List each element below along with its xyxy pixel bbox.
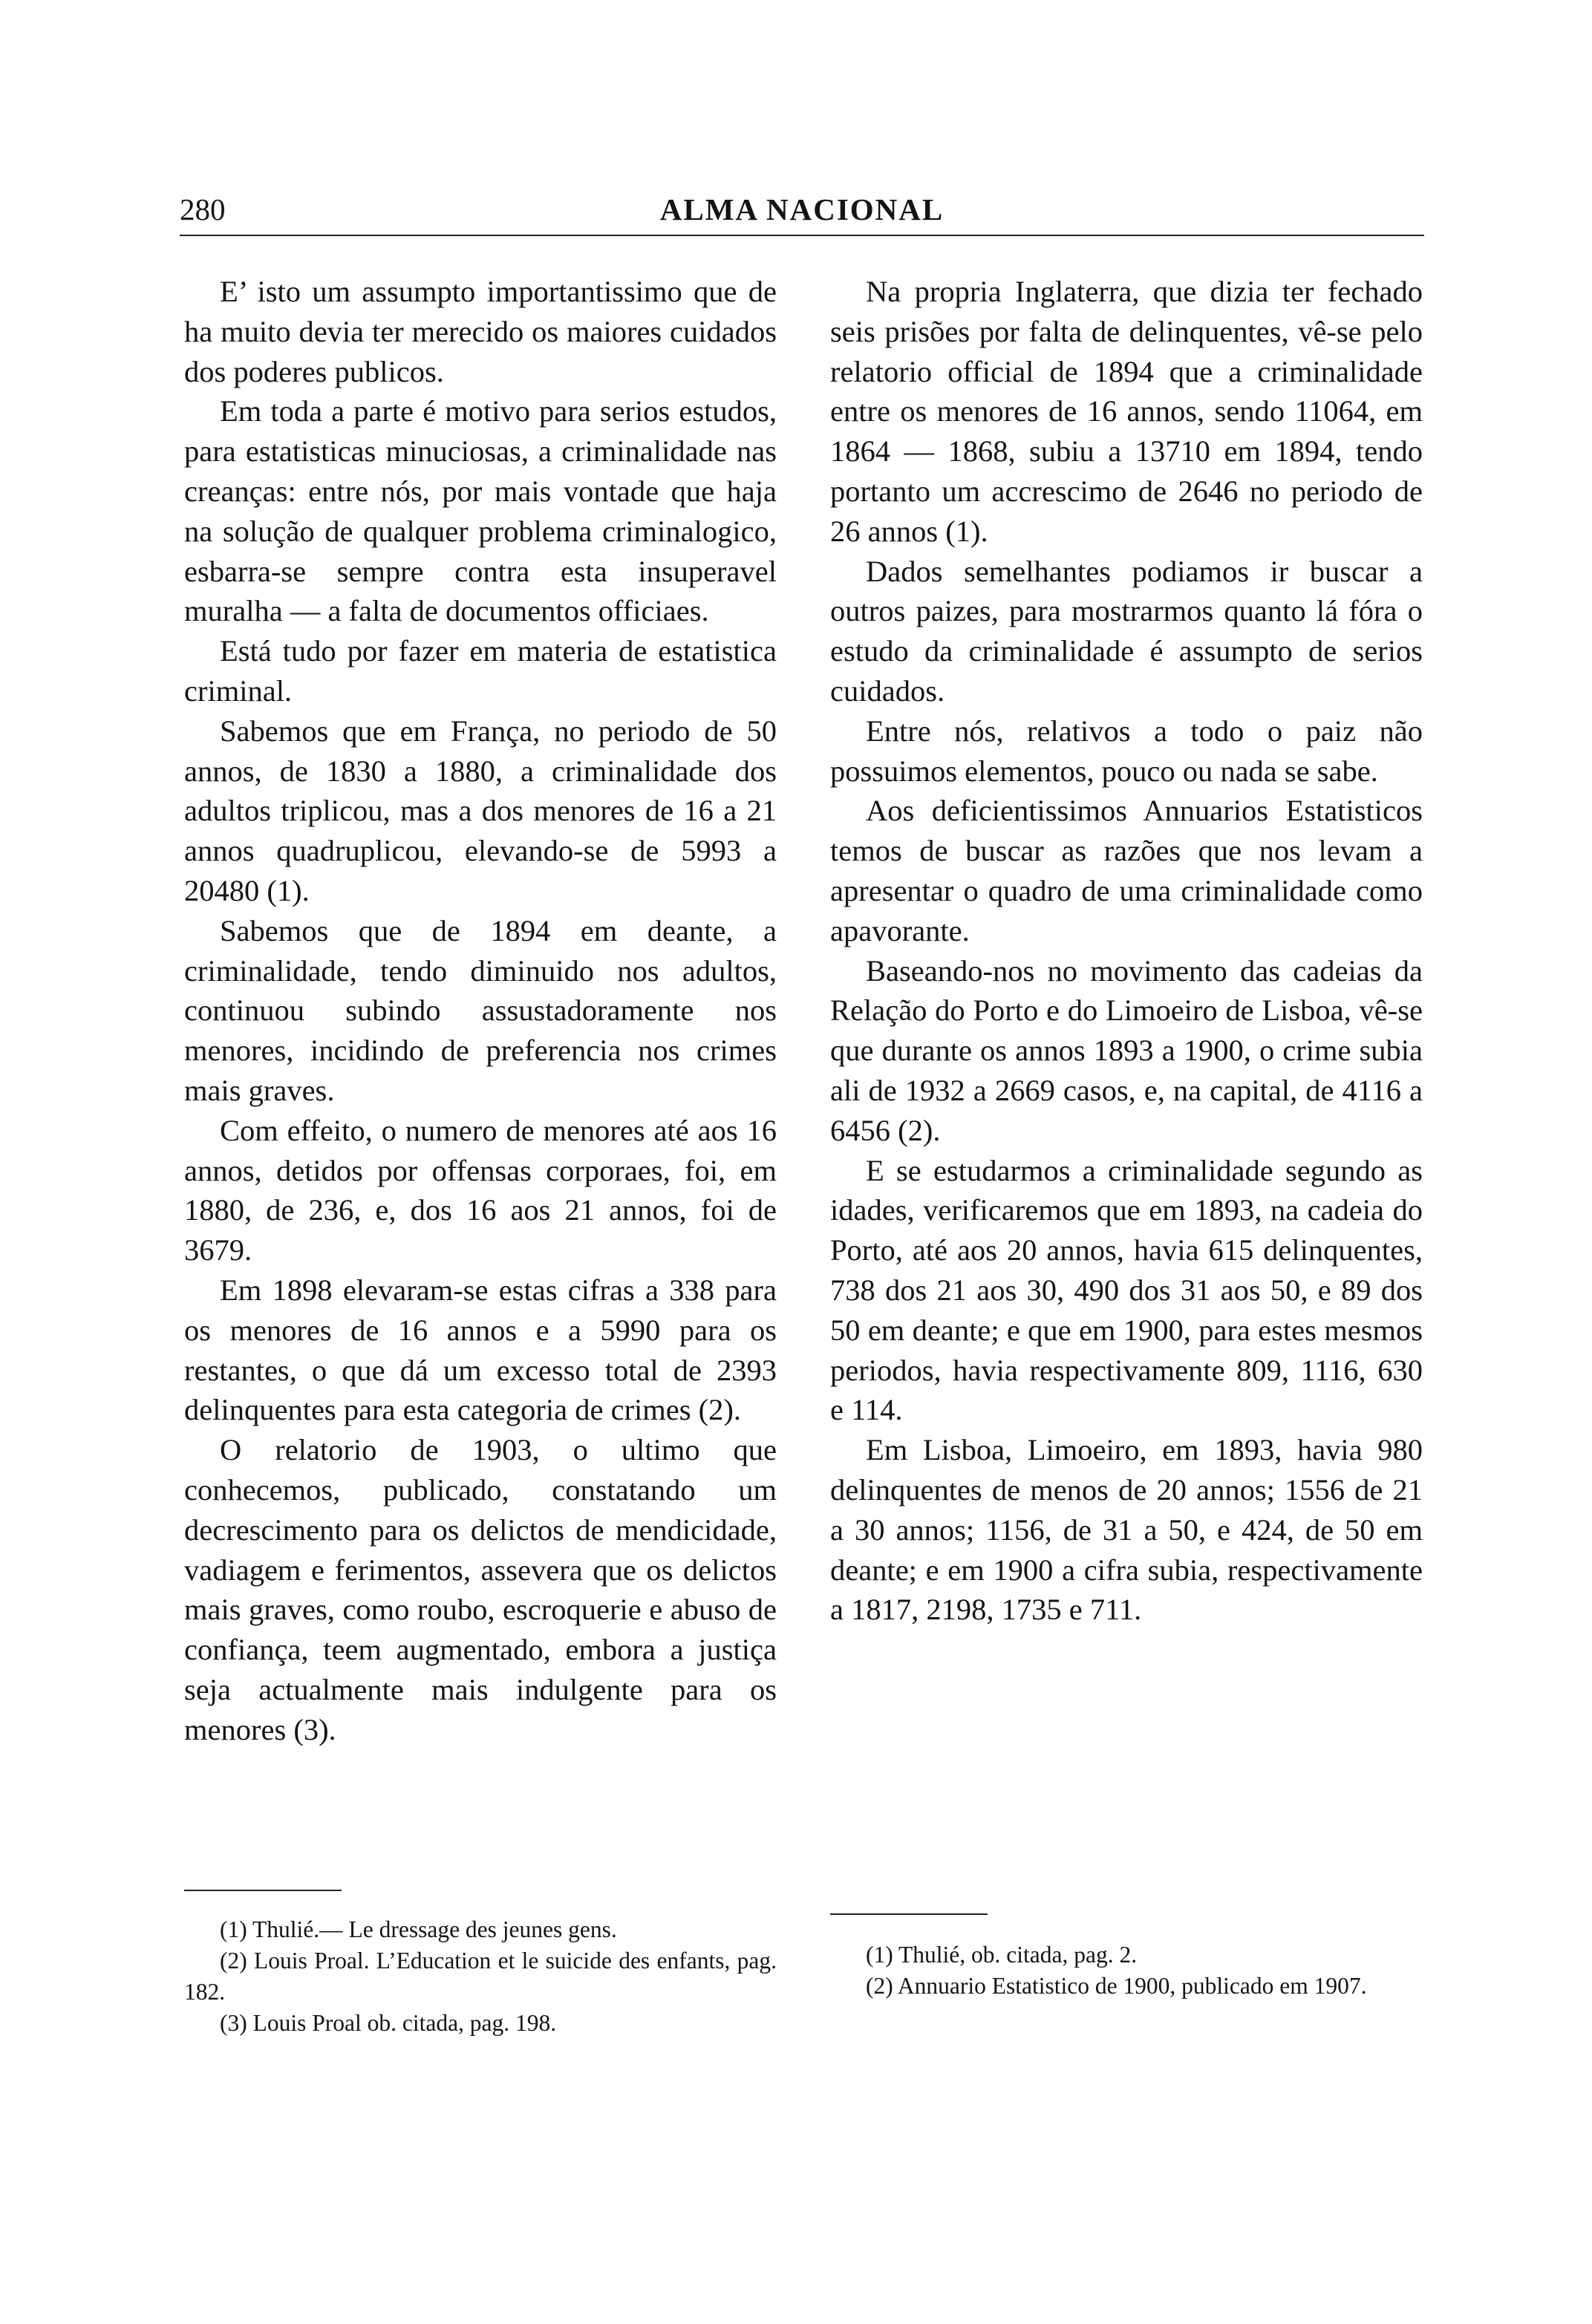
paragraph: E se estudarmos a criminalidade segundo as idades, verificaremos que em 1893, na cadeia do Porto, até aos 20 annos, havia 615 delinquentes, 738 dos 21 aos 30, 490 dos 31 aos 50, e 89 dos 50 em deante; e que em 1900, para estes mesmos periodos, havia respectivamente 809, 1116, 630 e 114.: [830, 1153, 1423, 1427]
footnote: (2) Louis Proal. L’Education et le suicide des enfants, pag. 182.: [184, 1948, 777, 2005]
paragraph: Na propria Inglaterra, que dizia ter fechado seis prisões por falta de delinquentes, vê-se pelo relatorio official de 1894 que a criminalidade entre os menores de 16 annos, sendo 11064, em 1864 — 1868, subiu a 13710 em 1894, tendo portanto um accrescimo de 2646 no periodo de 26 annos (1).: [830, 275, 1423, 548]
footnote-rule: [830, 1913, 988, 1915]
paragraph: E’ isto um assumpto importantissimo que de ha muito devia ter merecido os maiores cuidados dos poderes publicos.: [184, 275, 777, 388]
paragraph: Sabemos que de 1894 em deante, a criminalidade, tendo diminuido nos adultos, continuou subindo assustadoramente nos menores, incidindo de preferencia nos crimes mais graves.: [184, 913, 777, 1107]
left-column: [184, 272, 777, 1749]
paragraph: Em toda a parte é motivo para serios estudos, para estatisticas minuciosas, a criminalidade nas creanças: entre nós, por mais vontade que haja na solução de qualquer problema criminalogico, esbarra-se sempre contra esta insuperavel muralha — a falta de documentos officiaes.: [184, 394, 777, 628]
paragraph: Em 1898 elevaram-se estas cifras a 338 para os menores de 16 annos e a 5990 para os restantes, o que dá um excesso total de 2393 delinquentes para esta categoria de crimes (2).: [184, 1273, 777, 1427]
paragraph: Aos deficientissimos Annuarios Estatisticos temos de buscar as razões que nos levam a apresentar o quadro de uma criminalidade como apavorante.: [830, 794, 1423, 947]
paragraph: Sabemos que em França, no periodo de 50 annos, de 1830 a 1880, a criminalidade dos adultos triplicou, mas a dos menores de 16 a 21 annos quadruplicou, elevando-se de 5993 a 20480 (1).: [184, 714, 777, 907]
right-column: [830, 272, 1423, 1630]
paragraph: Em Lisboa, Limoeiro, em 1893, havia 980 delinquentes de menos de 20 annos; 1556 de 21 a 30 annos; 1156, de 31 a 50, e 424, de 50 em deante; e em 1900 a cifra subia, respectivamente a 1817, 2198, 1735 e 711.: [830, 1433, 1423, 1627]
paragraph: Dados semelhantes podiamos ir buscar a outros paizes, para mostrarmos quanto lá fóra o estudo da criminalidade é assumpto de serios cuidados.: [830, 554, 1423, 708]
paragraph: O relatorio de 1903, o ultimo que conhecemos, publicado, constatando um decrescimento para os delictos de mendicidade, vadiagem e ferimentos, assevera que os delictos mais graves, como roubo, escroquerie e abuso de confiança, teem augmentado, embora a justiça seja actualmente mais indulgente para os menores (3).: [184, 1433, 777, 1746]
footnote-rule: [184, 1890, 342, 1891]
running-title: ALMA NACIONAL: [659, 192, 945, 226]
paragraph: Entre nós, relativos a todo o paiz não possuimos elementos, pouco ou nada se sabe.: [830, 714, 1423, 788]
page-header: [180, 190, 1424, 229]
footnote: (3) Louis Proal ob. citada, pag. 198.: [220, 2010, 557, 2036]
paragraph: Baseando-nos no movimento das cadeias da Relação do Porto e do Limoeiro de Lisboa, vê-se que durante os annos 1893 a 1900, o crime subia ali de 1932 a 2669 casos, e, na capital, de 4116 a 6456 (2).: [830, 953, 1423, 1147]
paragraph: Está tudo por fazer em materia de estatistica criminal.: [184, 634, 777, 708]
page-number: 280: [180, 192, 226, 226]
left-footnotes: [184, 1914, 777, 2039]
right-footnotes: [830, 1939, 1423, 2002]
header-rule: [180, 235, 1424, 236]
footnote: (2) Annuario Estatistico de 1900, publicado em 1907.: [866, 1973, 1367, 1999]
footnote: (1) Thulié.— Le dressage des jeunes gens.: [220, 1916, 617, 1942]
paragraph: Com effeito, o numero de menores até aos 16 annos, detidos por offensas corporaes, foi, em 1880, de 236, e, dos 16 aos 21 annos, foi de 3679.: [184, 1113, 777, 1267]
footnote: (1) Thulié, ob. citada, pag. 2.: [866, 1942, 1138, 1968]
